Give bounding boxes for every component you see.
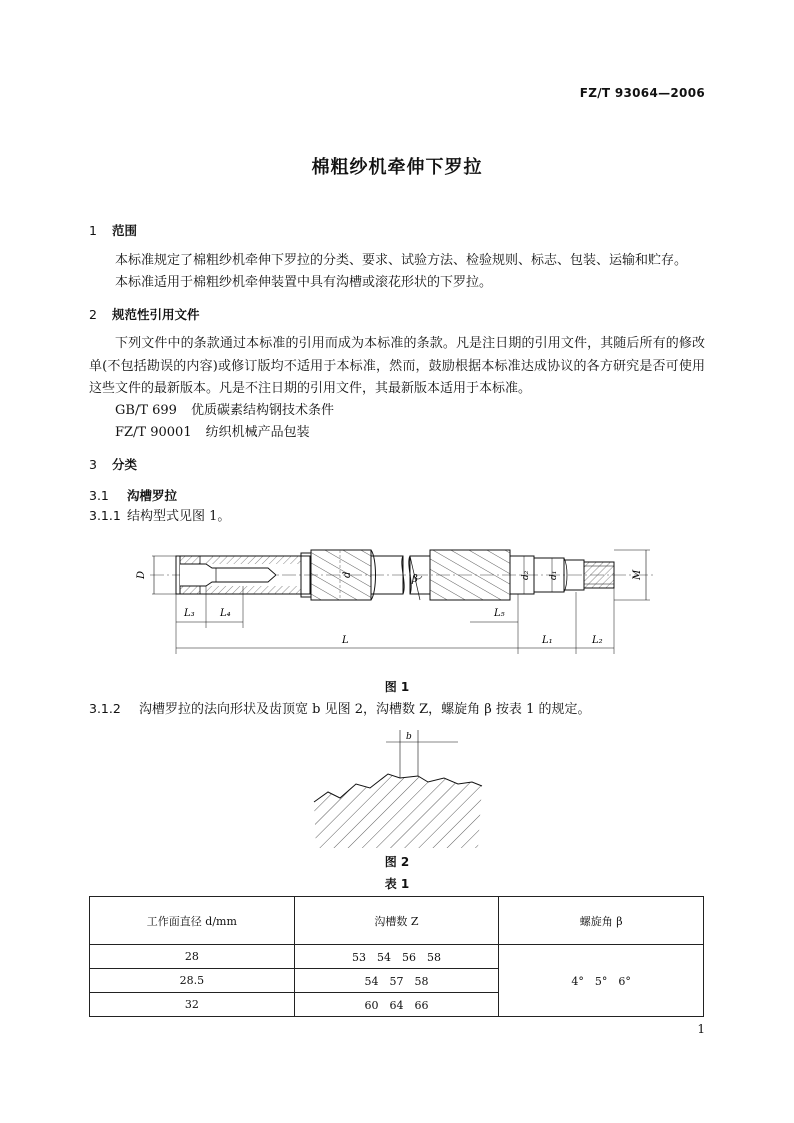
section-text: 结构型式见图 1。 [127,509,231,524]
reference-title: 优质碳素结构钢技术条件 [190,403,334,418]
section-1-paragraph-2: 本标准适用于棉粗纱机牵伸装置中具有沟槽或滚花形状的下罗拉。 [115,275,493,290]
section-title: 规范性引用文件 [112,307,200,322]
section-number: 1 [89,223,97,238]
table-header-cell: 工作面直径 d/mm [90,897,295,945]
figure-2-caption: 图 2 [384,855,410,869]
dim-label-L1: L₁ [542,635,553,646]
dim-label-d1: d₁ [549,570,559,580]
reference-title: 纺织机械产品包装 [205,425,310,440]
table-cell-z: 54 57 58 [294,969,499,993]
section-1-heading [89,221,137,239]
table-cell-d: 32 [90,993,295,1017]
page-title: 棉粗纱机牵伸下罗拉 [311,157,483,178]
figure-1-drawing [120,536,680,668]
section-2-heading [89,305,200,323]
dim-label-d: d [342,571,353,578]
table-header-cell: 沟槽数 Z [294,897,499,945]
dim-label-L2: L₂ [592,635,603,646]
page-number: 1 [697,1022,705,1036]
figure-1-caption: 图 1 [384,680,410,694]
dim-label-M: M [632,569,643,580]
dim-label-L3: L₃ [184,608,195,619]
section-text: 沟槽罗拉的法向形状及齿顶宽 b 见图 2，沟槽数 Z，螺旋角 β 按表 1 的规定。 [139,702,591,717]
dim-label-b: b [406,732,412,742]
table-header-row [90,897,704,945]
section-3-1-heading [89,486,177,504]
section-title: 范围 [112,223,138,238]
section-number: 2 [89,307,97,322]
section-3-1-2 [89,700,590,719]
table-header-cell: 螺旋角 β [499,897,704,945]
table-cell-d: 28.5 [90,969,295,993]
table-row [90,945,704,969]
reference-code: GB/T 699 [115,403,177,418]
table-cell-z: 60 64 66 [294,993,499,1017]
table-1 [89,896,704,1017]
table-cell-beta: 4° 5° 6° [499,945,704,1017]
dim-label-L4: L₄ [220,608,231,619]
section-number: 3.1.2 [89,701,121,716]
dim-label-beta: β [412,574,418,585]
dim-label-d2: d₂ [521,570,531,580]
standard-code: FZ/T 93064—2006 [579,86,705,100]
section-3-1-1 [89,507,230,526]
section-1-paragraph-1: 本标准规定了棉粗纱机牵伸下罗拉的分类、要求、试验方法、检验规则、标志、包装、运输和贮存。 [115,253,688,268]
section-2-paragraph: 下列文件中的条款通过本标准的引用而成为本标准的条款。凡是注日期的引用文件，其随后所有的修改单(不包括勘误的内容)或修订版均不适用于本标准，然而，鼓励根据本标准达成协议的各方研究是否可使用这些文件的最新版本。凡是不注日期的引用文件，其最新版本适用于本标准。 [89,336,705,396]
dim-label-L5: L₅ [494,608,505,619]
reference-code: FZ/T 90001 [115,425,192,440]
figure-2-drawing [300,726,490,848]
table-cell-z: 53 54 56 58 [294,945,499,969]
dim-label-D: D [136,570,147,579]
section-number: 3.1.1 [89,508,121,523]
table-1-caption: 表 1 [384,877,410,891]
section-title: 沟槽罗拉 [127,488,178,503]
table-cell-d: 28 [90,945,295,969]
reference-fzt90001 [115,422,310,444]
section-title: 分类 [112,457,138,472]
reference-gbt699 [115,400,334,422]
section-number: 3 [89,457,97,472]
section-3-heading [89,455,137,473]
dim-label-L: L [342,635,349,646]
section-number: 3.1 [89,488,109,503]
